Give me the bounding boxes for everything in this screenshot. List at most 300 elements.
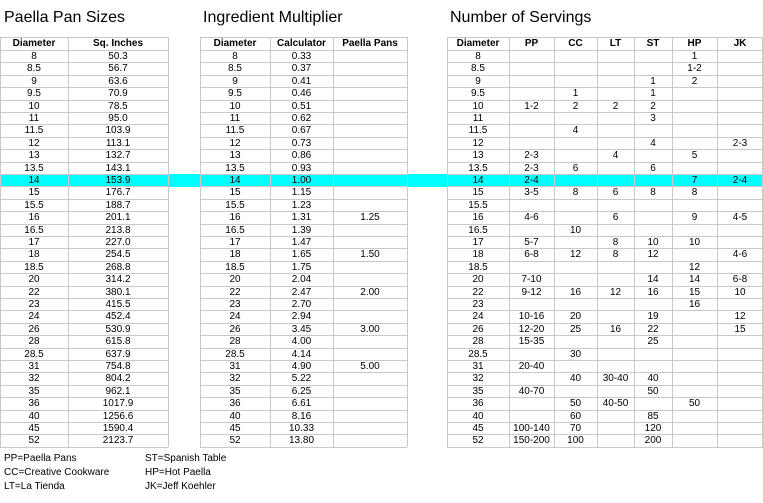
cell-pp[interactable]: 6-8 — [524, 249, 539, 261]
cell-calculator[interactable]: 1.23 — [291, 199, 312, 211]
cell-st[interactable]: 120 — [644, 423, 662, 434]
cell-diameter[interactable]: 18.5 — [24, 261, 44, 273]
cell-diameter[interactable]: 11 — [28, 113, 40, 124]
cell-calculator[interactable]: 0.73 — [291, 137, 312, 149]
cell-mult-diameter[interactable]: 45 — [229, 423, 241, 434]
cell-mult-diameter[interactable]: 28 — [229, 336, 241, 348]
cell-paella-pans[interactable]: 5.00 — [360, 361, 380, 372]
cell-hp[interactable]: 8 — [691, 187, 698, 199]
cell-calculator[interactable]: 0.93 — [291, 162, 312, 174]
cell-pp[interactable]: 2-3 — [524, 150, 539, 162]
cell-pp[interactable]: 10-16 — [518, 311, 545, 323]
cell-cc[interactable]: 8 — [572, 187, 579, 199]
cell-paella-pans[interactable]: 1.50 — [360, 249, 380, 261]
cell-serv-diameter[interactable]: 36 — [472, 398, 484, 410]
cell-diameter[interactable]: 35 — [28, 385, 40, 397]
cell-hp[interactable]: 15 — [688, 286, 701, 298]
cell-lt[interactable]: 4 — [612, 150, 619, 162]
cell-hp[interactable] — [672, 310, 717, 323]
cell-sq-inches[interactable]: 754.8 — [105, 361, 131, 372]
cell-jk[interactable]: 4-6 — [732, 249, 748, 261]
cell-calculator[interactable]: 10.33 — [288, 423, 315, 434]
cell-st[interactable]: 6 — [650, 162, 656, 174]
cell-diameter[interactable]: 8 — [31, 51, 37, 62]
cell-calculator[interactable]: 0.62 — [291, 113, 312, 124]
cell-hp[interactable] — [672, 100, 717, 113]
cell-st[interactable] — [634, 397, 672, 410]
cell-sq-inches[interactable]: 143.1 — [105, 162, 131, 174]
cell-diameter[interactable]: 40 — [28, 410, 40, 422]
cell-pp[interactable]: 4-6 — [524, 212, 539, 224]
cell-sq-inches[interactable]: 132.7 — [105, 150, 131, 162]
cell-cc[interactable] — [554, 273, 597, 286]
cell-serv-diameter[interactable]: 45 — [472, 423, 484, 434]
cell-calculator[interactable]: 0.41 — [291, 75, 312, 87]
cell-lt[interactable] — [597, 162, 634, 175]
cell-mult-diameter[interactable]: 28.5 — [225, 348, 245, 360]
cell-sq-inches[interactable]: 1256.6 — [102, 410, 134, 422]
cell-diameter[interactable]: 52 — [28, 435, 40, 447]
cell-diameter[interactable]: 24 — [28, 311, 40, 323]
cell-serv-diameter[interactable]: 8 — [475, 51, 481, 62]
cell-hp[interactable] — [672, 323, 717, 336]
cell-mult-diameter[interactable]: 23 — [229, 299, 241, 310]
cell-pp[interactable] — [509, 137, 554, 150]
cell-calculator[interactable]: 1.47 — [291, 237, 312, 248]
cell-st[interactable]: 25 — [647, 336, 659, 348]
cell-hp[interactable]: 50 — [688, 398, 701, 410]
cell-calculator[interactable]: 4.00 — [291, 336, 312, 348]
cell-serv-diameter[interactable]: 18.5 — [468, 261, 488, 273]
cell-mult-diameter[interactable]: 26 — [229, 323, 241, 335]
cell-serv-diameter[interactable]: 13.5 — [468, 162, 488, 174]
cell-calculator[interactable]: 1.00 — [291, 175, 312, 186]
cell-calculator[interactable]: 2.47 — [291, 286, 312, 298]
cell-st[interactable]: 8 — [650, 187, 656, 199]
cell-mult-diameter[interactable]: 8.5 — [228, 63, 242, 75]
cell-serv-diameter[interactable]: 16 — [472, 212, 484, 224]
cell-hp[interactable]: 1-2 — [687, 63, 702, 75]
cell-st[interactable]: 10 — [647, 237, 659, 248]
cell-calculator[interactable]: 1.39 — [291, 224, 312, 236]
cell-diameter[interactable]: 16.5 — [24, 224, 44, 236]
cell-cc[interactable]: 100 — [567, 435, 584, 447]
cell-mult-diameter[interactable]: 15.5 — [225, 199, 245, 211]
cell-mult-diameter[interactable]: 11 — [229, 113, 241, 124]
cell-pp[interactable]: 100-140 — [513, 423, 550, 434]
cell-hp[interactable]: 12 — [688, 261, 701, 273]
cell-calculator[interactable]: 0.86 — [291, 150, 312, 162]
cell-hp[interactable]: 14 — [688, 274, 701, 286]
cell-pp[interactable]: 2-4 — [524, 175, 539, 186]
cell-mult-diameter[interactable]: 18 — [229, 249, 241, 261]
cell-cc[interactable] — [554, 385, 597, 398]
cell-hp[interactable] — [672, 162, 717, 175]
cell-lt[interactable] — [597, 137, 634, 150]
cell-jk[interactable] — [717, 372, 763, 385]
cell-diameter[interactable]: 45 — [28, 423, 40, 434]
cell-cc[interactable]: 20 — [569, 311, 582, 323]
cell-calculator[interactable]: 8.16 — [291, 410, 312, 422]
cell-hp[interactable] — [672, 410, 717, 423]
cell-paella-pans[interactable] — [333, 162, 407, 175]
cell-paella-pans[interactable] — [333, 137, 407, 150]
cell-diameter[interactable]: 9 — [31, 75, 37, 87]
cell-calculator[interactable]: 1.75 — [291, 261, 312, 273]
cell-diameter[interactable]: 18 — [28, 249, 40, 261]
cell-diameter[interactable]: 36 — [28, 398, 40, 410]
cell-mult-diameter[interactable]: 9 — [232, 75, 238, 87]
cell-diameter[interactable]: 17 — [28, 237, 40, 248]
cell-diameter[interactable]: 32 — [28, 373, 40, 385]
cell-paella-pans[interactable] — [333, 348, 407, 361]
cell-paella-pans[interactable] — [333, 335, 407, 348]
cell-paella-pans[interactable]: 1.25 — [360, 212, 380, 224]
cell-st[interactable] — [634, 149, 672, 162]
cell-lt[interactable] — [597, 410, 634, 423]
cell-lt[interactable] — [597, 224, 634, 237]
cell-pp[interactable]: 40-70 — [518, 385, 545, 397]
cell-serv-diameter[interactable]: 14 — [472, 175, 484, 186]
cell-st[interactable]: 200 — [644, 435, 662, 447]
cell-calculator[interactable]: 0.67 — [291, 125, 312, 137]
cell-mult-diameter[interactable]: 35 — [229, 385, 241, 397]
cell-serv-diameter[interactable]: 9.5 — [471, 88, 485, 100]
cell-mult-diameter[interactable]: 16.5 — [225, 224, 245, 236]
cell-hp[interactable] — [672, 372, 717, 385]
cell-pp[interactable] — [509, 124, 554, 137]
cell-sq-inches[interactable]: 637.9 — [105, 348, 131, 360]
cell-mult-diameter[interactable]: 13.5 — [225, 162, 245, 174]
cell-sq-inches[interactable]: 1017.9 — [102, 398, 134, 410]
cell-paella-pans[interactable] — [333, 410, 407, 423]
cell-jk[interactable] — [717, 186, 763, 199]
cell-diameter[interactable]: 22 — [28, 286, 40, 298]
cell-sq-inches[interactable]: 78.5 — [108, 100, 128, 112]
cell-mult-diameter[interactable]: 31 — [229, 361, 241, 372]
cell-lt[interactable] — [597, 124, 634, 137]
cell-serv-diameter[interactable]: 15 — [472, 187, 484, 199]
cell-paella-pans[interactable] — [333, 62, 407, 75]
cell-jk[interactable] — [717, 397, 763, 410]
cell-st[interactable]: 2 — [650, 100, 656, 112]
cell-pp[interactable] — [509, 87, 554, 100]
cell-st[interactable] — [634, 348, 672, 361]
cell-calculator[interactable]: 3.45 — [291, 323, 312, 335]
cell-pp[interactable] — [509, 62, 554, 75]
cell-sq-inches[interactable]: 254.5 — [105, 249, 131, 261]
cell-lt[interactable]: 6 — [612, 187, 619, 199]
cell-serv-diameter[interactable]: 9 — [475, 75, 481, 87]
cell-diameter[interactable]: 15 — [28, 187, 40, 199]
cell-diameter[interactable]: 13 — [28, 150, 40, 162]
cell-serv-diameter[interactable]: 31 — [472, 361, 484, 372]
cell-cc[interactable]: 1 — [572, 88, 579, 100]
cell-jk[interactable] — [717, 385, 763, 398]
cell-paella-pans[interactable] — [333, 310, 407, 323]
cell-hp[interactable]: 9 — [691, 212, 698, 224]
cell-jk[interactable]: 4-5 — [732, 212, 748, 224]
cell-serv-diameter[interactable]: 18 — [472, 249, 484, 261]
cell-lt[interactable]: 2 — [612, 100, 619, 112]
cell-jk[interactable]: 6-8 — [732, 274, 748, 286]
cell-mult-diameter[interactable]: 18.5 — [225, 261, 245, 273]
cell-lt[interactable]: 8 — [612, 237, 619, 248]
cell-st[interactable]: 12 — [647, 249, 659, 261]
cell-pp[interactable]: 7-10 — [521, 274, 542, 286]
cell-calculator[interactable]: 0.51 — [291, 100, 312, 112]
cell-pp[interactable] — [509, 348, 554, 361]
cell-cc[interactable] — [554, 62, 597, 75]
cell-jk[interactable] — [717, 62, 763, 75]
cell-hp[interactable] — [672, 434, 717, 447]
cell-mult-diameter[interactable]: 40 — [229, 410, 241, 422]
cell-mult-diameter[interactable]: 10 — [229, 100, 241, 112]
cell-hp[interactable]: 5 — [691, 150, 698, 162]
cell-serv-diameter[interactable]: 10 — [472, 100, 484, 112]
cell-pp[interactable]: 20-40 — [518, 361, 545, 372]
cell-paella-pans[interactable] — [333, 273, 407, 286]
cell-jk[interactable] — [717, 410, 763, 423]
cell-st[interactable] — [634, 211, 672, 224]
cell-mult-diameter[interactable]: 17 — [229, 237, 241, 248]
cell-diameter[interactable]: 28.5 — [24, 348, 44, 360]
cell-diameter[interactable]: 14 — [28, 175, 40, 186]
cell-cc[interactable] — [554, 335, 597, 348]
cell-sq-inches[interactable]: 227.0 — [105, 237, 131, 248]
cell-diameter[interactable]: 11.5 — [24, 125, 44, 137]
cell-paella-pans[interactable] — [333, 397, 407, 410]
cell-calculator[interactable]: 4.14 — [291, 348, 312, 360]
cell-mult-diameter[interactable]: 12 — [229, 137, 241, 149]
cell-lt[interactable] — [597, 199, 634, 212]
cell-pp[interactable]: 150-200 — [513, 435, 550, 447]
cell-cc[interactable]: 12 — [569, 249, 582, 261]
cell-serv-diameter[interactable]: 11.5 — [468, 125, 488, 137]
cell-paella-pans[interactable] — [333, 199, 407, 212]
cell-sq-inches[interactable]: 380.1 — [105, 286, 131, 298]
cell-jk[interactable] — [717, 261, 763, 274]
cell-sq-inches[interactable]: 213.8 — [105, 224, 131, 236]
cell-mult-diameter[interactable]: 24 — [229, 311, 241, 323]
cell-diameter[interactable]: 31 — [28, 361, 40, 372]
cell-hp[interactable]: 16 — [688, 299, 701, 310]
cell-lt[interactable]: 30-40 — [602, 373, 629, 385]
cell-hp[interactable] — [672, 137, 717, 150]
cell-mult-diameter[interactable]: 32 — [229, 373, 241, 385]
cell-calculator[interactable]: 1.31 — [291, 212, 312, 224]
cell-hp[interactable] — [672, 224, 717, 237]
cell-st[interactable]: 3 — [650, 113, 656, 124]
cell-cc[interactable]: 10 — [569, 224, 582, 236]
cell-pp[interactable] — [509, 224, 554, 237]
cell-calculator[interactable]: 2.04 — [291, 274, 312, 286]
cell-paella-pans[interactable] — [333, 434, 407, 447]
cell-paella-pans[interactable] — [333, 75, 407, 88]
cell-pp[interactable]: 1-2 — [524, 100, 539, 112]
cell-jk[interactable]: 2-4 — [732, 175, 748, 186]
cell-diameter[interactable]: 12 — [28, 137, 40, 149]
cell-diameter[interactable]: 8.5 — [27, 63, 41, 75]
cell-calculator[interactable]: 6.61 — [291, 398, 312, 410]
cell-st[interactable]: 40 — [647, 373, 659, 385]
cell-hp[interactable]: 7 — [691, 175, 698, 186]
cell-pp[interactable]: 15-35 — [518, 336, 545, 348]
cell-jk[interactable] — [717, 162, 763, 175]
cell-lt[interactable] — [597, 310, 634, 323]
cell-lt[interactable]: 6 — [612, 212, 619, 224]
cell-jk[interactable] — [717, 224, 763, 237]
cell-sq-inches[interactable]: 415.5 — [105, 299, 131, 310]
cell-calculator[interactable]: 0.46 — [291, 88, 312, 100]
cell-jk[interactable] — [717, 100, 763, 113]
cell-serv-diameter[interactable]: 52 — [472, 435, 484, 447]
cell-jk[interactable]: 10 — [734, 286, 746, 298]
cell-sq-inches[interactable]: 70.9 — [108, 88, 128, 100]
cell-pp[interactable]: 12-20 — [518, 323, 545, 335]
cell-mult-diameter[interactable]: 15 — [229, 187, 241, 199]
cell-sq-inches[interactable]: 1590.4 — [102, 423, 134, 434]
cell-cc[interactable] — [554, 199, 597, 212]
cell-st[interactable] — [634, 62, 672, 75]
cell-serv-diameter[interactable]: 26 — [472, 323, 484, 335]
cell-st[interactable]: 85 — [647, 410, 659, 422]
cell-cc[interactable]: 30 — [569, 348, 582, 360]
cell-jk[interactable] — [717, 75, 763, 88]
cell-jk[interactable]: 2-3 — [732, 137, 748, 149]
cell-cc[interactable] — [554, 75, 597, 88]
cell-sq-inches[interactable]: 95.0 — [108, 113, 128, 124]
cell-serv-diameter[interactable]: 13 — [472, 150, 484, 162]
cell-paella-pans[interactable] — [333, 124, 407, 137]
cell-hp[interactable] — [672, 199, 717, 212]
cell-pp[interactable]: 5-7 — [524, 237, 539, 248]
cell-lt[interactable] — [597, 335, 634, 348]
cell-lt[interactable]: 8 — [612, 249, 619, 261]
cell-lt[interactable] — [597, 261, 634, 274]
cell-st[interactable]: 16 — [647, 286, 659, 298]
cell-paella-pans[interactable] — [333, 100, 407, 113]
cell-pp[interactable] — [509, 372, 554, 385]
cell-sq-inches[interactable]: 615.8 — [105, 336, 131, 348]
cell-cc[interactable]: 16 — [569, 286, 582, 298]
cell-mult-diameter[interactable]: 22 — [229, 286, 241, 298]
cell-mult-diameter[interactable]: 11.5 — [225, 125, 245, 137]
cell-cc[interactable]: 70 — [569, 423, 582, 434]
cell-jk[interactable] — [717, 434, 763, 447]
cell-calculator[interactable]: 0.33 — [291, 51, 312, 62]
cell-calculator[interactable]: 0.37 — [291, 63, 312, 75]
cell-paella-pans[interactable] — [333, 224, 407, 237]
cell-pp[interactable] — [509, 261, 554, 274]
cell-lt[interactable] — [597, 273, 634, 286]
cell-jk[interactable]: 15 — [734, 323, 746, 335]
cell-mult-diameter[interactable]: 14 — [229, 175, 241, 186]
cell-sq-inches[interactable]: 804.2 — [105, 373, 131, 385]
cell-calculator[interactable]: 2.70 — [291, 299, 312, 310]
cell-hp[interactable] — [672, 335, 717, 348]
cell-hp[interactable]: 1 — [691, 51, 698, 62]
cell-sq-inches[interactable]: 176.7 — [105, 187, 131, 199]
cell-serv-diameter[interactable]: 17 — [472, 237, 484, 248]
cell-calculator[interactable]: 5.22 — [291, 373, 312, 385]
cell-mult-diameter[interactable]: 13 — [229, 150, 241, 162]
cell-serv-diameter[interactable]: 24 — [472, 311, 484, 323]
cell-serv-diameter[interactable]: 28.5 — [468, 348, 488, 360]
cell-paella-pans[interactable] — [333, 149, 407, 162]
cell-serv-diameter[interactable]: 35 — [472, 385, 484, 397]
cell-serv-diameter[interactable]: 15.5 — [468, 199, 488, 211]
cell-paella-pans[interactable] — [333, 261, 407, 274]
cell-cc[interactable]: 25 — [569, 323, 582, 335]
cell-lt[interactable] — [597, 434, 634, 447]
cell-sq-inches[interactable]: 268.8 — [105, 261, 131, 273]
cell-st[interactable]: 4 — [650, 137, 656, 149]
cell-serv-diameter[interactable]: 40 — [472, 410, 484, 422]
cell-serv-diameter[interactable]: 12 — [472, 137, 484, 149]
cell-serv-diameter[interactable]: 32 — [472, 373, 484, 385]
cell-cc[interactable]: 4 — [572, 125, 579, 137]
cell-pp[interactable]: 3-5 — [524, 187, 539, 199]
cell-pp[interactable] — [509, 199, 554, 212]
cell-sq-inches[interactable]: 314.2 — [105, 274, 131, 286]
cell-lt[interactable] — [597, 75, 634, 88]
cell-cc[interactable]: 50 — [569, 398, 582, 410]
cell-cc[interactable]: 2 — [572, 100, 579, 112]
cell-jk[interactable] — [717, 87, 763, 100]
cell-jk[interactable] — [717, 199, 763, 212]
cell-calculator[interactable]: 13.80 — [288, 435, 315, 447]
cell-serv-diameter[interactable]: 23 — [472, 299, 484, 310]
cell-lt[interactable]: 16 — [609, 323, 622, 335]
cell-hp[interactable]: 10 — [688, 237, 701, 248]
cell-st[interactable]: 14 — [647, 274, 659, 286]
cell-sq-inches[interactable]: 56.7 — [108, 63, 128, 75]
cell-serv-diameter[interactable]: 11 — [472, 113, 484, 124]
cell-jk[interactable] — [717, 149, 763, 162]
cell-serv-diameter[interactable]: 8.5 — [471, 63, 485, 75]
cell-lt[interactable]: 40-50 — [602, 398, 629, 410]
cell-diameter[interactable]: 23 — [28, 299, 40, 310]
cell-paella-pans[interactable]: 3.00 — [360, 323, 380, 335]
cell-pp[interactable] — [509, 75, 554, 88]
cell-sq-inches[interactable]: 530.9 — [105, 323, 131, 335]
cell-hp[interactable] — [672, 385, 717, 398]
cell-sq-inches[interactable]: 103.9 — [105, 125, 131, 137]
cell-jk[interactable]: 12 — [734, 311, 746, 323]
cell-jk[interactable] — [717, 348, 763, 361]
cell-paella-pans[interactable]: 2.00 — [360, 286, 380, 298]
cell-cc[interactable]: 6 — [572, 162, 579, 174]
cell-diameter[interactable]: 26 — [28, 323, 40, 335]
cell-sq-inches[interactable]: 50.3 — [108, 51, 128, 62]
cell-pp[interactable]: 2-3 — [524, 162, 539, 174]
cell-lt[interactable] — [597, 87, 634, 100]
cell-lt[interactable] — [597, 62, 634, 75]
cell-pp[interactable]: 9-12 — [521, 286, 542, 298]
cell-st[interactable] — [634, 124, 672, 137]
cell-diameter[interactable]: 20 — [28, 274, 40, 286]
cell-sq-inches[interactable]: 113.1 — [105, 137, 131, 149]
cell-calculator[interactable]: 1.15 — [291, 187, 312, 199]
cell-calculator[interactable]: 4.90 — [291, 361, 312, 372]
cell-cc[interactable] — [554, 211, 597, 224]
cell-diameter[interactable]: 13.5 — [24, 162, 44, 174]
cell-cc[interactable] — [554, 137, 597, 150]
cell-sq-inches[interactable]: 188.7 — [105, 199, 131, 211]
cell-diameter[interactable]: 28 — [28, 336, 40, 348]
cell-sq-inches[interactable]: 962.1 — [105, 385, 131, 397]
